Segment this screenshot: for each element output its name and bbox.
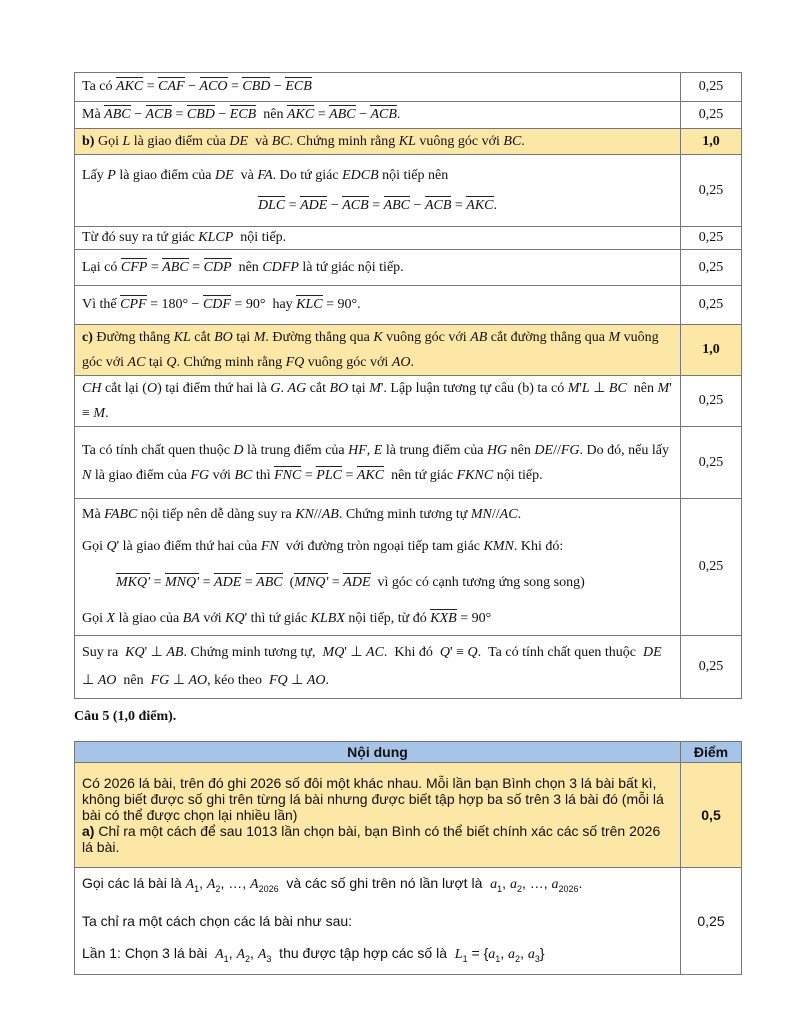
row-score: 0,25: [681, 73, 742, 102]
table-header: [75, 742, 742, 763]
row-text: Gọi các lá bài là $A_1$, $A_2$, …, $A_{2026}$ và các số ghi trên nó lần lượt là $a_1$, $a_2$, …, $a_{2026}$. Ta chỉ ra một cách chọn các lá bài như sau: Lần 1: Chọn 3 lá bài $A_1$, $A_2$, $A_3$ thu được tập hợp các số là $L_1 = \{a_1$, $a_2$, $a_3$}: [75, 868, 681, 975]
table-row-part-b: [75, 129, 742, 155]
solution-table: [74, 72, 742, 699]
row-text: Suy ra KQ' ⊥ AB. Chứng minh tương tự, MQ' ⊥ AC. Khi đó Q' ≡ Q. Ta có tính chất quen thuộc DE ⊥ AO nên FG ⊥ AO, kéo theo FQ ⊥ AO.: [75, 636, 681, 699]
row-score: 1,0: [681, 325, 742, 376]
table-row: [75, 427, 742, 499]
row-text: Từ đó suy ra tứ giác KLCP nội tiếp.: [75, 227, 681, 250]
row-score: 0,25: [681, 250, 742, 286]
table-row: [75, 102, 742, 129]
row-score: 0,25: [681, 227, 742, 250]
table-row: [75, 868, 742, 975]
row-score: 0,25: [681, 499, 742, 636]
row-score: 0,25: [681, 155, 742, 227]
row-score: 1,0: [681, 129, 742, 155]
header-score: Điểm: [681, 742, 742, 763]
row-score: 0,25: [681, 427, 742, 499]
row-text: Vì thế CPF = 180° − CDF = 90° hay KLC = 90°.: [75, 286, 681, 325]
table-row: [75, 227, 742, 250]
table-row: [75, 499, 742, 636]
section-title: Câu 5 (1,0 điểm).: [74, 709, 177, 724]
row-text: c) Đường thẳng KL cắt BO tại M. Đường thẳng qua K vuông góc với AB cắt đường thẳng qua M vuông góc với AC tại Q. Chứng minh rằng FQ vuông góc với AO.: [75, 325, 681, 376]
row-score: 0,25: [681, 636, 742, 699]
row-text: Mà ABC − ACB = CBD − ECB nên AKC = ABC − ACB.: [75, 102, 681, 129]
header-content: Nội dung: [75, 742, 681, 763]
row-text: Mà FABC nội tiếp nên dễ dàng suy ra KN//AB. Chứng minh tương tự MN//AC. Gọi Q' là giao điểm thứ hai của FN với đường tròn ngoại tiếp tam giác KMN. Khi đó: MKQ' = MNQ' = ADE = ABC (MNQ' = ADE vì góc có cạnh tương ứng song song) Gọi X là giao của BA với KQ' thì tứ giác KLBX nội tiếp, từ đó KXB = 90°: [75, 499, 681, 636]
question5-table: [74, 741, 742, 975]
row-text: Lấy P là giao điểm của DE và FA. Do tứ giác EDCB nội tiếp nên DLC = ADE − ACB = ABC − ACB = AKC.: [75, 155, 681, 227]
table-row: [75, 73, 742, 102]
table-row-part-c: [75, 325, 742, 376]
row-text: Ta có tính chất quen thuộc D là trung điểm của HF, E là trung điểm của HG nên DE//FG. Do đó, nếu lấy N là giao điểm của FG với BC thì FNC = PLC = AKC nên tứ giác FKNC nội tiếp.: [75, 427, 681, 499]
row-score: 0,25: [681, 286, 742, 325]
row-text: CH cắt lại (O) tại điểm thứ hai là G. AG cắt BO tại M'. Lập luận tương tự câu (b) ta có M'L ⊥ BC nên M' ≡ M.: [75, 376, 681, 427]
table-row: [75, 286, 742, 325]
table-row: [75, 763, 742, 868]
table-row: [75, 376, 742, 427]
problem-statement: Có 2026 lá bài, trên đó ghi 2026 số đôi một khác nhau. Mỗi lần bạn Bình chọn 3 lá bài bất kì, không biết được số ghi trên từng lá bài nhưng được biết tập hợp ba số trên 3 lá bài đó (mỗi lá bài có thể được chọn lại nhiều lần): [82, 775, 664, 823]
row-text: [75, 763, 681, 868]
row-score: 0,25: [681, 376, 742, 427]
table-row: [75, 155, 742, 227]
row-score: 0,5: [681, 763, 742, 868]
row-text: Ta có AKC = CAF − ACO = CBD − ECB: [75, 73, 681, 102]
row-text: Lại có CFP = ABC = CDP nên CDFP là tứ giác nội tiếp.: [75, 250, 681, 286]
part-a: a) Chỉ ra một cách để sau 1013 lần chọn bài, bạn Bình có thể biết chính xác các số trên 2026 lá bài.: [82, 823, 661, 855]
row-score: 0,25: [681, 868, 742, 975]
row-score: 0,25: [681, 102, 742, 129]
table-row: [75, 250, 742, 286]
row-text: b) Gọi L là giao điểm của DE và BC. Chứng minh rằng KL vuông góc với BC.: [75, 129, 681, 155]
table-row: [75, 636, 742, 699]
